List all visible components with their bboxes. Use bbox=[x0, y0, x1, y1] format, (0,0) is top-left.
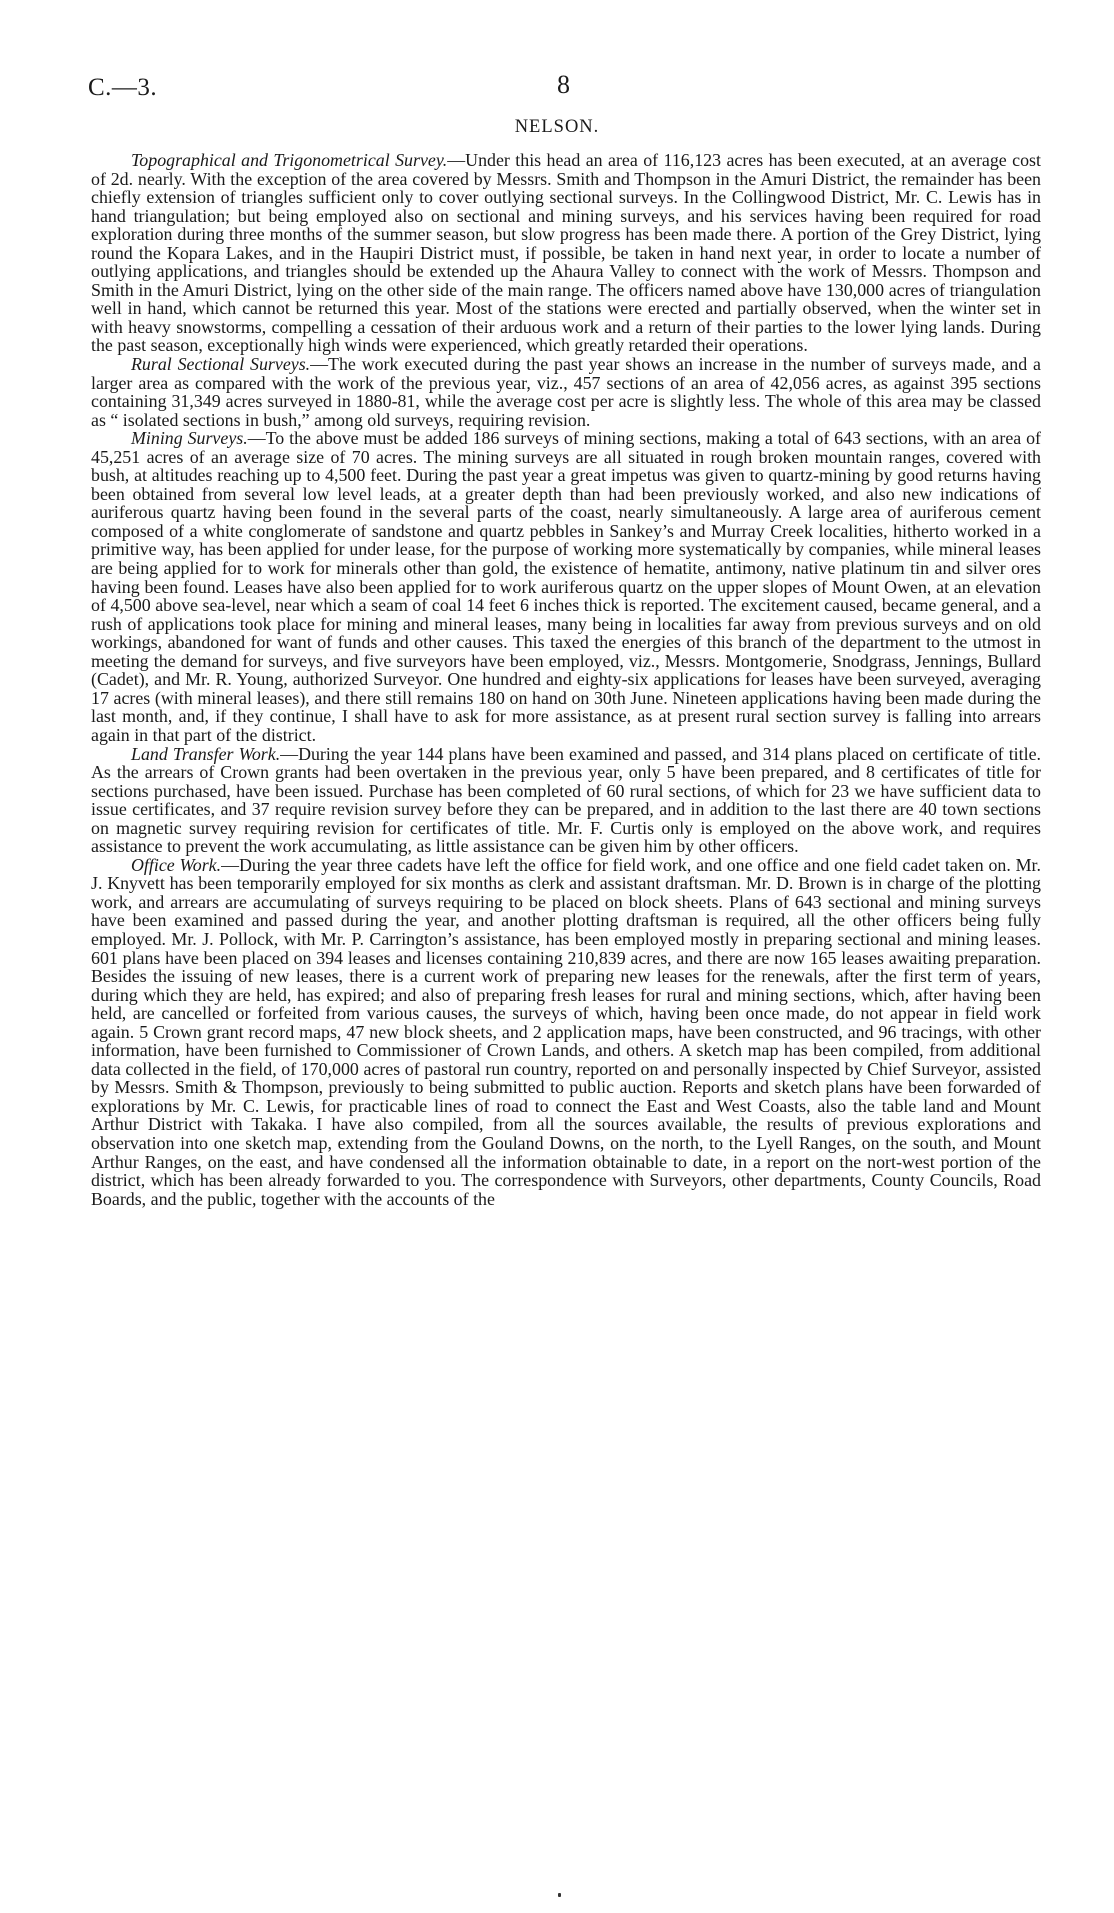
paragraph-office-work bbox=[91, 856, 1041, 1208]
paragraph-heading: Office Work. bbox=[131, 854, 222, 875]
document-reference: C.—3. bbox=[88, 74, 158, 101]
body-text bbox=[91, 151, 1041, 1208]
paragraph-text: —During the year 144 plans have been examined and passed, and 314 plans placed on certificate of title. As the arrears of Crown grants had been overtaken in the previous year, only 5 have been prepared, and 8 certificates of title for sections purchased, have been issued. Purchase has been completed of 60 rural sections, of which for 23 we have sufficient data to issue certificates, and 37 require revision survey before they can be prepared, and in addition to the last there are 40 town sections on magnetic survey requiring revision for certificates of title. Mr. F. Curtis only is employed on the above work, and requires assistance to prevent the work accumulating, as little assistance can be given him by other officers. bbox=[91, 743, 1041, 857]
paragraph-heading: Rural Sectional Surveys. bbox=[131, 354, 311, 375]
paragraph-text: —Under this head an area of 116,123 acres has been executed, at an average cost of 2d. nearly. With the exception of the area covered by Messrs. Smith and Thompson in the Amuri District, the remainder has been chiefly extension of triangles sufficient only to cover outlying sectional surveys. In the Collingwood District, Mr. C. Lewis has in hand triangulation; but being employed also on sectional and mining surveys, and his services having been required for road exploration during three months of the summer season, but slow progress has been made there. A portion of the Grey District, lying round the Kopara Lakes, and in the Haupiri District must, if possible, be taken in hand next year, in order to locate a number of outlying applications, and triangles should be extended up the Ahaura Valley to connect with the work of Messrs. Thompson and Smith in the Amuri District, lying on the other side of the main range. The officers named above have 130,000 acres of triangulation well in hand, which cannot be returned this year. Most of the stations were erected and partially observed, when the winter set in with heavy snowstorms, compelling a cessation of their arduous work and a return of their parties to the lower lying lands. During the past season, exceptionally high winds were experienced, which greatly retarded their operations. bbox=[91, 150, 1041, 356]
paragraph-land-transfer-work bbox=[91, 745, 1041, 856]
section-title: NELSON. bbox=[514, 117, 600, 137]
page-number: 8 bbox=[557, 70, 570, 99]
paragraph-text: —During the year three cadets have left the office for field work, and one office and one field cadet taken on. Mr. J. Knyvett has been temporarily employed for six months as clerk and assistant draftsman. Mr. D. Brown is in charge of the plotting work, and arrears are accumulating of surveys requiring to be placed on block sheets. Plans of 643 sectional and mining surveys have been examined and passed during the year, and another plotting draftsman is required, all the other officers being fully employed. Mr. J. Pollock, with Mr. P. Carrington’s assistance, has been employed mostly in preparing sectional and mining leases. 601 plans have been placed on 394 leases and licenses containing 210,839 acres, and there are now 165 leases awaiting preparation. Besides the issuing of new leases, there is a current work of preparing new leases for the renewals, after the first term of years, during which they are held, has expired; and also of preparing fresh leases for rural and mining sections, which, after having been held, are cancelled or forfeited from various causes, the surveys of which, having been once made, do not appear in field work again. 5 Crown grant record maps, 47 new block sheets, and 2 application maps, have been constructed, and 96 tracings, with other information, have been furnished to Commissioner of Crown Lands, and others. A sketch map has been compiled, from additional data collected in the field, of 170,000 acres of pastoral run country, reported on and personally inspected by Chief Surveyor, assisted by Messrs. Smith & Thompson, previously to being submitted to public auction. Reports and sketch plans have been forwarded of explorations by Mr. C. Lewis, for practicable lines of road to connect the East and West Coasts, also the table land and Mount Arthur District with Takaka. I have also compiled, from all the sources available, the results of previous explorations and observation into one sketch map, extending from the Gouland Downs, on the north, to the Lyell Ranges, on the south, and Mount Arthur Ranges, on the east, and have condensed all the information obtainable to date, in a report on the nort-west portion of the district, which has been already forwarded to you. The correspondence with Surveyors, other departments, County Councils, Road Boards, and the public, together with the accounts of the bbox=[91, 854, 1041, 1209]
print-speck bbox=[558, 1893, 561, 1897]
paragraph-heading: Land Transfer Work. bbox=[131, 743, 281, 764]
paragraph-text: —The work executed during the past year shows an increase in the number of surveys made, and a larger area as compared with the work of the previous year, viz., 457 sections of an area of 42,056 acres, as against 395 sections containing 31,349 acres surveyed in 1880-81, while the average cost per acre is slightly less. The whole of this area may be classed as “ isolated sections in bush,” among old surveys, requiring revision. bbox=[91, 354, 1041, 430]
paragraph-topographical-survey bbox=[91, 151, 1041, 355]
paragraph-rural-sectional-surveys bbox=[91, 355, 1041, 429]
paragraph-heading: Mining Surveys. bbox=[131, 428, 248, 449]
paragraph-mining-surveys bbox=[91, 429, 1041, 744]
paragraph-heading: Topographical and Trigonometrical Survey. bbox=[131, 150, 448, 170]
paragraph-text: —To the above must be added 186 surveys of mining sections, making a total of 643 sections, with an area of 45,251 acres of an average size of 70 acres. The mining surveys are all situated in rough broken mountain ranges, covered with bush, at altitudes reaching up to 4,500 feet. During the past year a great impetus was given to quartz-mining by good returns having been obtained from several low level leads, at a greater depth than had been previously worked, and also new indications of auriferous quartz having been found in the several parts of the coast, nearly simultaneously. A large area of auriferous cement composed of a white conglomerate of sandstone and quartz pebbles in Sankey’s and Murray Creek localities, hitherto worked in a primitive way, has been applied for under lease, for the purpose of working more systematically by companies, while mineral leases are being applied for to work for minerals other than gold, the existence of hematite, antimony, native platinum tin and silver ores having been found. Leases have also been applied for to work auriferous quartz on the upper slopes of Mount Owen, at an elevation of 4,500 above sea-level, near which a seam of coal 14 feet 6 inches thick is reported. The excitement caused, became general, and a rush of applications took place for mining and mineral leases, many being in localities far away from previous surveys and on old workings, abandoned for want of funds and other causes. This taxed the energies of this branch of the department to the utmost in meeting the demand for surveys, and five surveyors have been employed, viz., Messrs. Montgomerie, Snodgrass, Jennings, Bullard (Cadet), and Mr. R. Young, authorized Surveyor. One hundred and eighty-six applications for leases have been surveyed, averaging 17 acres (with mineral leases), and there still remains 180 on hand on 30th June. Nineteen applications having been made during the last month, and, if they continue, I shall have to ask for more assistance, as at present rural section survey is falling into arrears again in that part of the district. bbox=[91, 428, 1041, 745]
